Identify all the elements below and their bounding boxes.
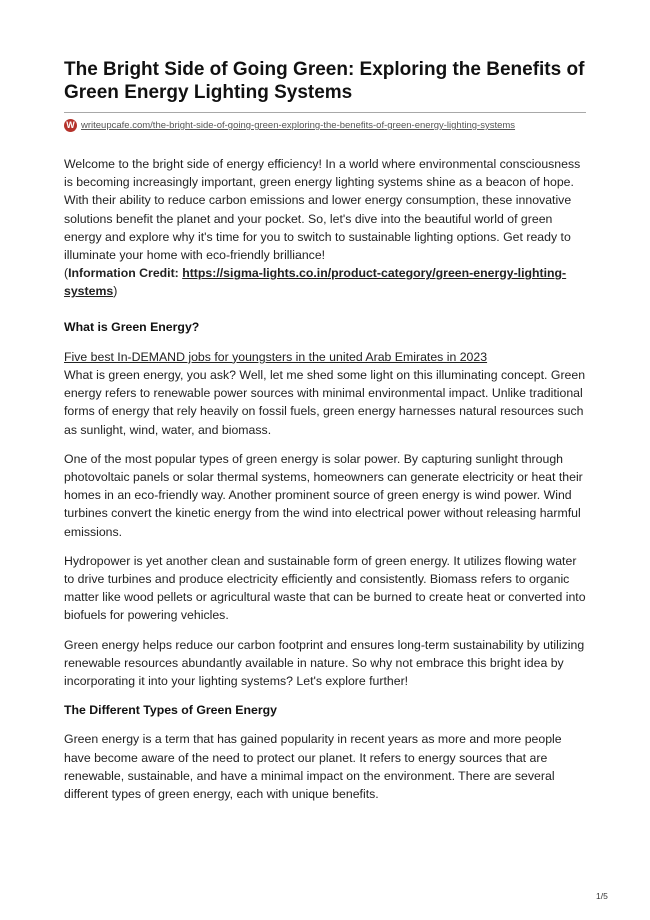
page-number: 1/5 — [596, 891, 608, 901]
paragraph-2: One of the most popular types of green energy is solar power. By capturing sunlight through photovoltaic panels or solar thermal systems, homeowners can generate electricity or heat their homes in an eco-friendly way. Another prominent source of green energy is wind power. Wind turbines convert the kinetic energy from the wind into electrical power without releasing harmful emissions. — [64, 451, 583, 539]
credit-link[interactable]: https://sigma-lights.co.in/product-category/green-energy-lighting-systems — [64, 266, 567, 299]
page-title: The Bright Side of Going Green: Exploring the Benefits of Green Energy Lighting Systems — [64, 59, 585, 103]
credit-label: Information Credit: — [68, 266, 183, 281]
section-heading-what-is-green-energy: What is Green Energy? — [64, 319, 200, 334]
promo-link[interactable]: Five best In-DEMAND jobs for youngsters in the united Arab Emirates in 2023 — [64, 349, 488, 364]
paragraph-4: Green energy helps reduce our carbon footprint and ensures long-term sustainability by utilizing renewable resources abundantly available in nature. So why not embrace this bright idea by incorporating it into your lighting systems? Let's explore further! — [64, 637, 585, 689]
article-body — [64, 155, 586, 803]
site-logo-icon: W — [64, 119, 77, 132]
section-heading-types-of-green-energy: The Different Types of Green Energy — [64, 703, 277, 718]
source-bar — [64, 112, 586, 133]
credit-close: ) — [113, 284, 118, 299]
article — [64, 58, 586, 803]
paragraph-3: Hydropower is yet another clean and sustainable form of green energy. It utilizes flowing water to drive turbines and produce electricity efficiently and consistently. Biomass refers to organic matter like wood pellets or agricultural waste that can be burned to create heat or converted into biofuels for powering vehicles. — [64, 553, 586, 623]
source-url-link[interactable]: writeupcafe.com/the-bright-side-of-going-green-exploring-the-benefits-of-green-energy-lighting-systems — [81, 120, 516, 131]
paragraph-5: Green energy is a term that has gained popularity in recent years as more and more people have become aware of the need to protect our planet. It refers to energy sources that are renewable, sustainable, and have a minimal impact on the environment. There are several different types of green energy, each with unique benefits. — [64, 732, 562, 802]
paragraph-1: What is green energy, you ask? Well, let me shed some light on this illuminating concept. Green energy refers to renewable power sources with minimal environmental impact. Unlike traditional forms of energy that rely heavily on fossil fuels, green energy harnesses natural resources such as sunlight, wind, water, and biomass. — [64, 368, 586, 437]
intro-text: Welcome to the bright side of energy efficiency! In a world where environmental consciousness is becoming increasingly important, green energy lighting systems shine as a beacon of hope. With their ability to reduce carbon emissions and lower energy consumption, these innovative solutions benefit the planet and your pocket. So, let's dive into the beautiful world of green energy and explore why it's time for you to switch to sustainable lighting options. Get ready to illuminate your home with eco-friendly brilliance! — [64, 157, 581, 263]
intro-paragraph — [64, 155, 586, 301]
credit-open: ( — [64, 266, 69, 281]
